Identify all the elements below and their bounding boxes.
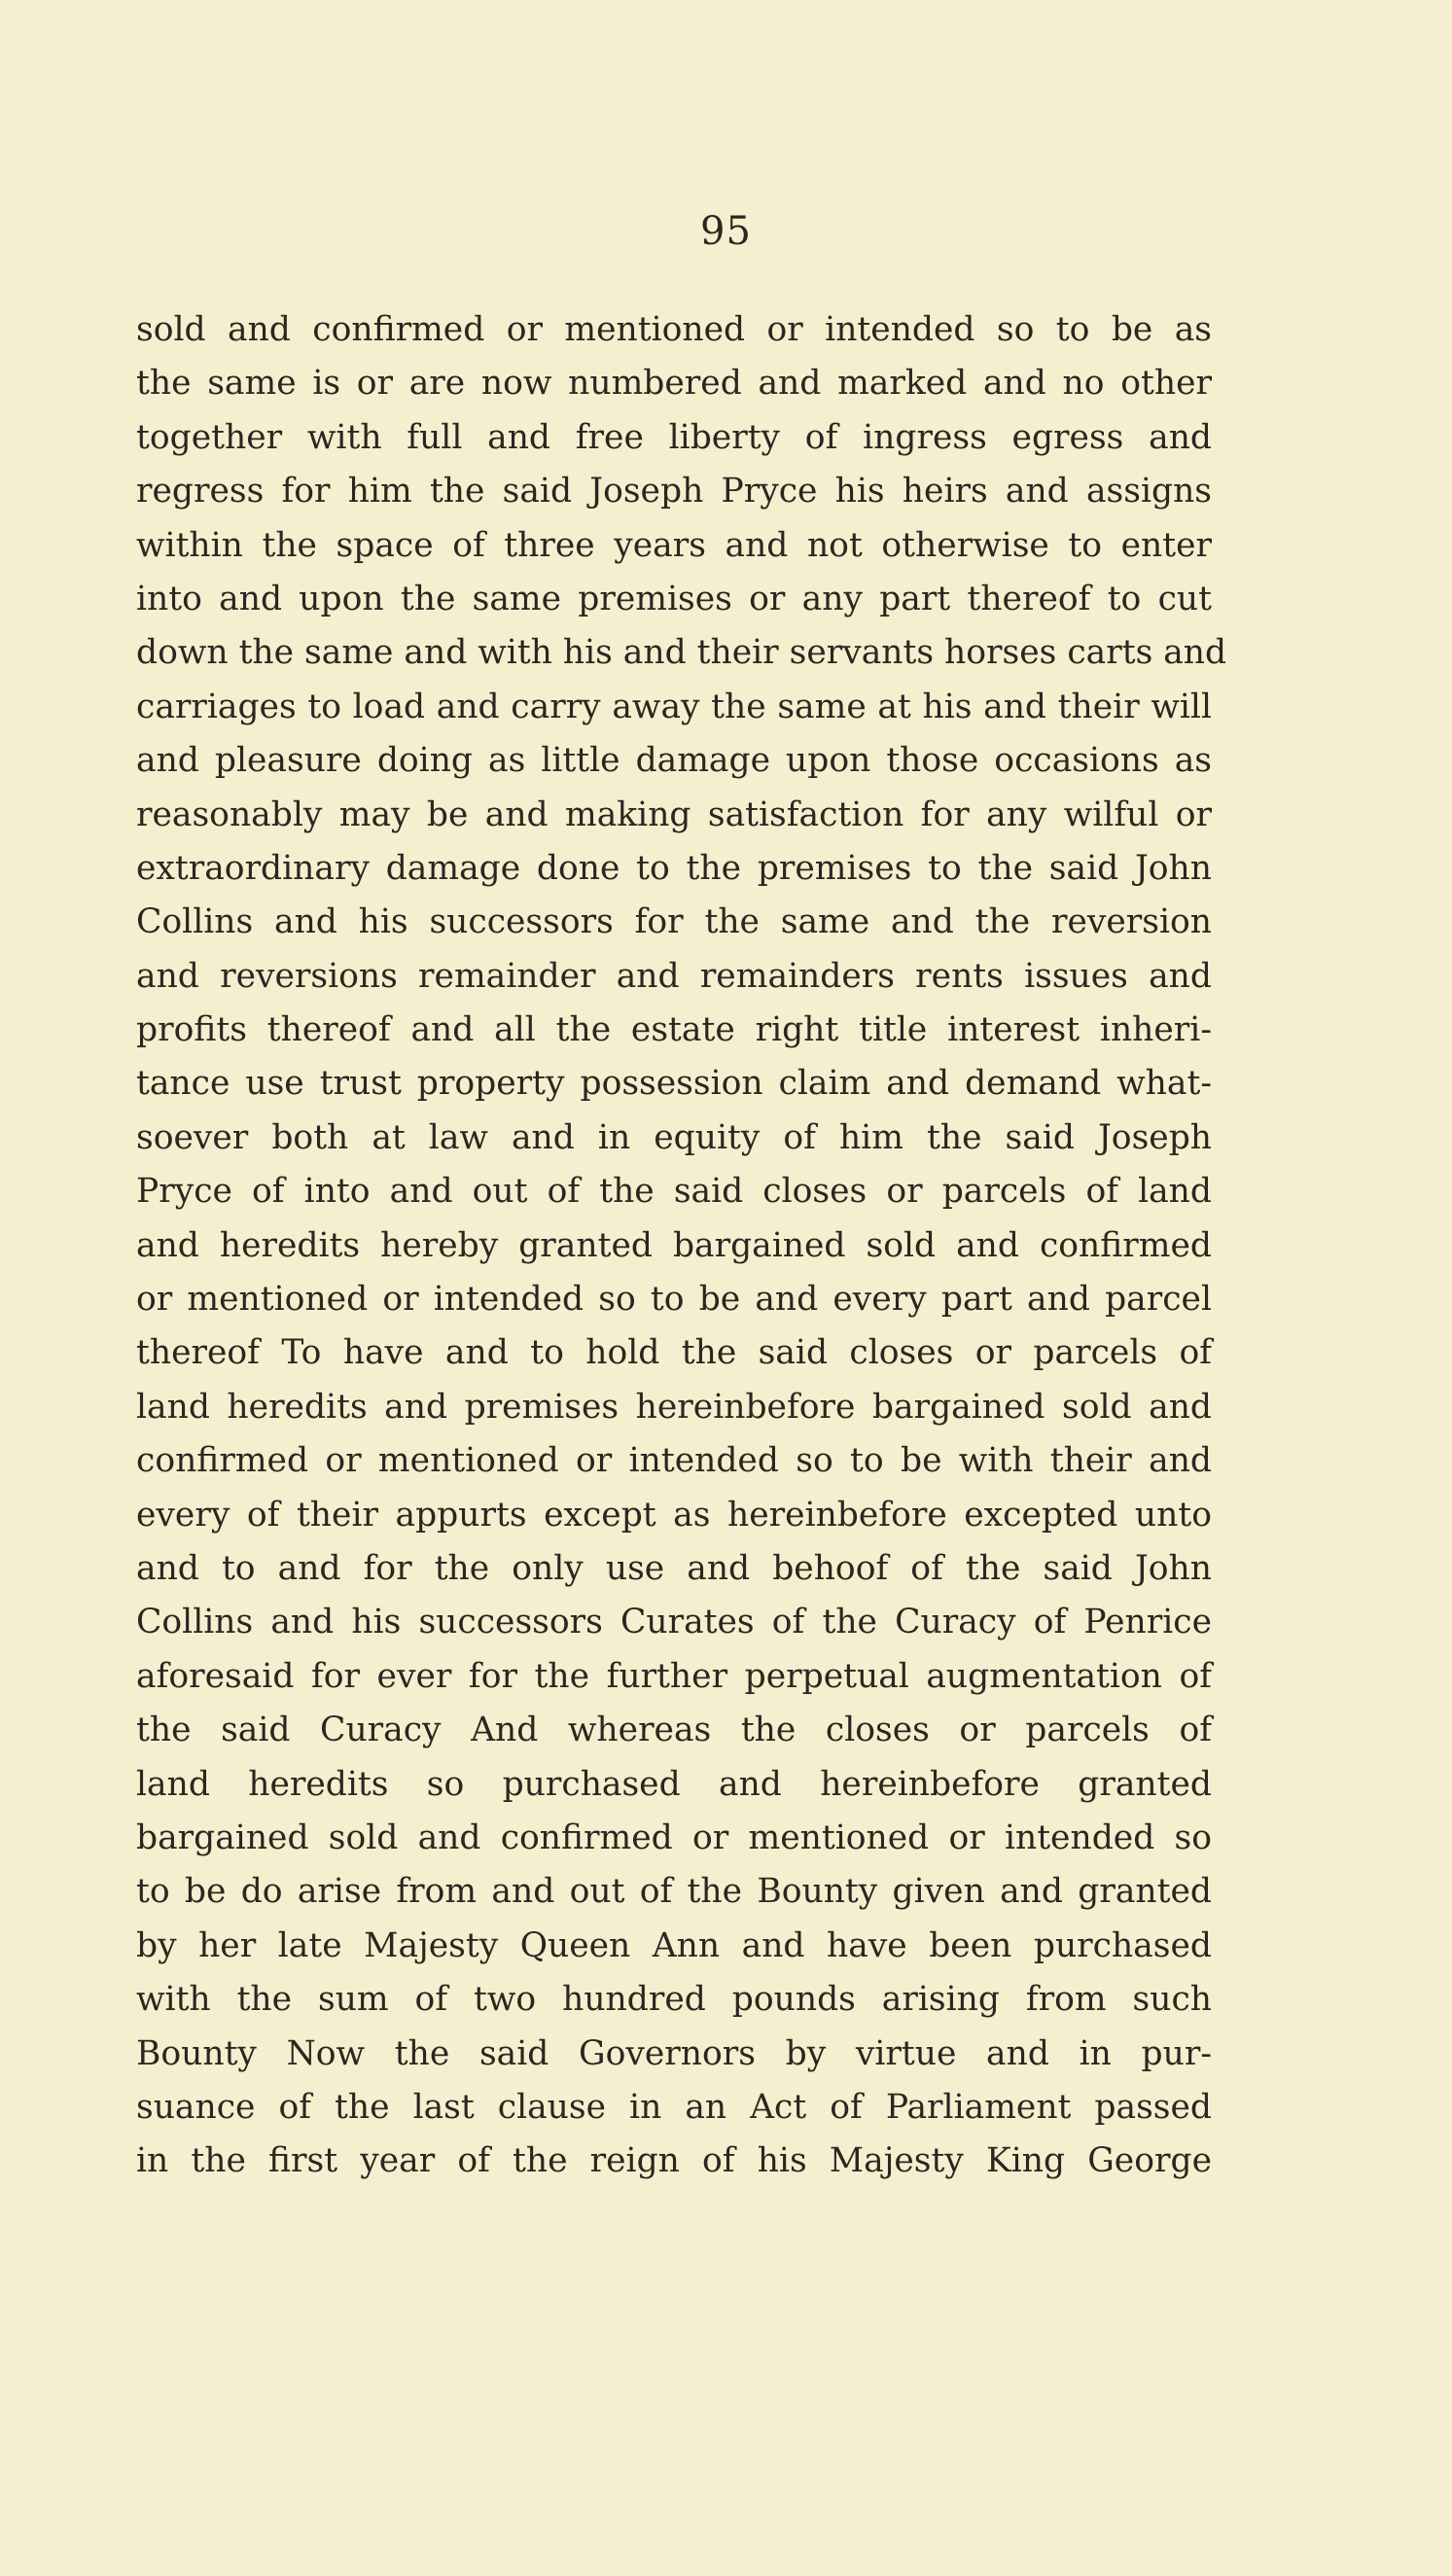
text-line: sold and confirmed or mentioned or intended so to be as	[136, 310, 1212, 349]
text-line: and pleasure doing as little damage upon those occasions as	[136, 741, 1212, 781]
text-line: Pryce of into and out of the said closes or parcels of land	[136, 1172, 1212, 1212]
text-line: extraordinary damage done to the premises to the said John	[136, 848, 1212, 888]
text-line: soever both at law and in equity of him the said Joseph	[136, 1117, 1212, 1157]
page-number: 95	[700, 209, 752, 254]
text-line: and heredits hereby granted bargained sold and confirmed	[136, 1225, 1212, 1265]
text-line: the same is or are now numbered and marked and no other	[136, 364, 1212, 404]
text-line: thereof To have and to hold the said closes or parcels of	[136, 1333, 1212, 1373]
text-line: by her late Majesty Queen Ann and have been purchased	[136, 1925, 1212, 1965]
text-line: tance use trust property possession claim and demand what-	[136, 1064, 1212, 1104]
text-line: and to and for the only use and behoof of the said John	[136, 1548, 1212, 1588]
body-text	[136, 303, 1227, 2189]
text-line: Collins and his successors Curates of the Curacy of Penrice	[136, 1603, 1212, 1642]
text-line: down the same and with his and their servants horses carts and	[136, 633, 1227, 673]
text-line: bargained sold and confirmed or mentioned or intended so	[136, 1817, 1212, 1857]
text-line: to be do arise from and out of the Bounty given and granted	[136, 1872, 1212, 1912]
text-line: within the space of three years and not otherwise to enter	[136, 525, 1212, 565]
text-line: in the first year of the reign of his Majesty King George	[136, 2141, 1212, 2181]
text-line: together with full and free liberty of ingress egress and	[136, 417, 1212, 457]
text-line: Collins and his successors for the same and the reversion	[136, 902, 1212, 942]
text-line: aforesaid for ever for the further perpetual augmentation of	[136, 1656, 1212, 1696]
text-line: every of their appurts except as hereinbefore excepted unto	[136, 1495, 1212, 1535]
text-line: land heredits and premises hereinbefore bargained sold and	[136, 1387, 1212, 1427]
text-line: confirmed or mentioned or intended so to be with their and	[136, 1441, 1212, 1481]
text-line: carriages to load and carry away the same at his and their will	[136, 687, 1212, 726]
text-line: into and upon the same premises or any part thereof to cut	[136, 579, 1212, 618]
text-line: with the sum of two hundred pounds arising from such	[136, 1980, 1212, 2020]
text-line: reasonably may be and making satisfaction for any wilful or	[136, 794, 1212, 834]
text-line: regress for him the said Joseph Pryce his heirs and assigns	[136, 472, 1212, 512]
text-line: and reversions remainder and remainders rents issues and	[136, 956, 1212, 996]
text-line: land heredits so purchased and hereinbefore granted	[136, 1764, 1212, 1804]
text-line: the said Curacy And whereas the closes or parcels of	[136, 1711, 1212, 1750]
text-line: or mentioned or intended so to be and every part and parcel	[136, 1280, 1212, 1320]
text-line: Bounty Now the said Governors by virtue and in pur-	[136, 2033, 1212, 2073]
text-line: profits thereof and all the estate right title interest inheri-	[136, 1010, 1212, 1050]
text-line: suance of the last clause in an Act of Parliament passed	[136, 2087, 1212, 2127]
